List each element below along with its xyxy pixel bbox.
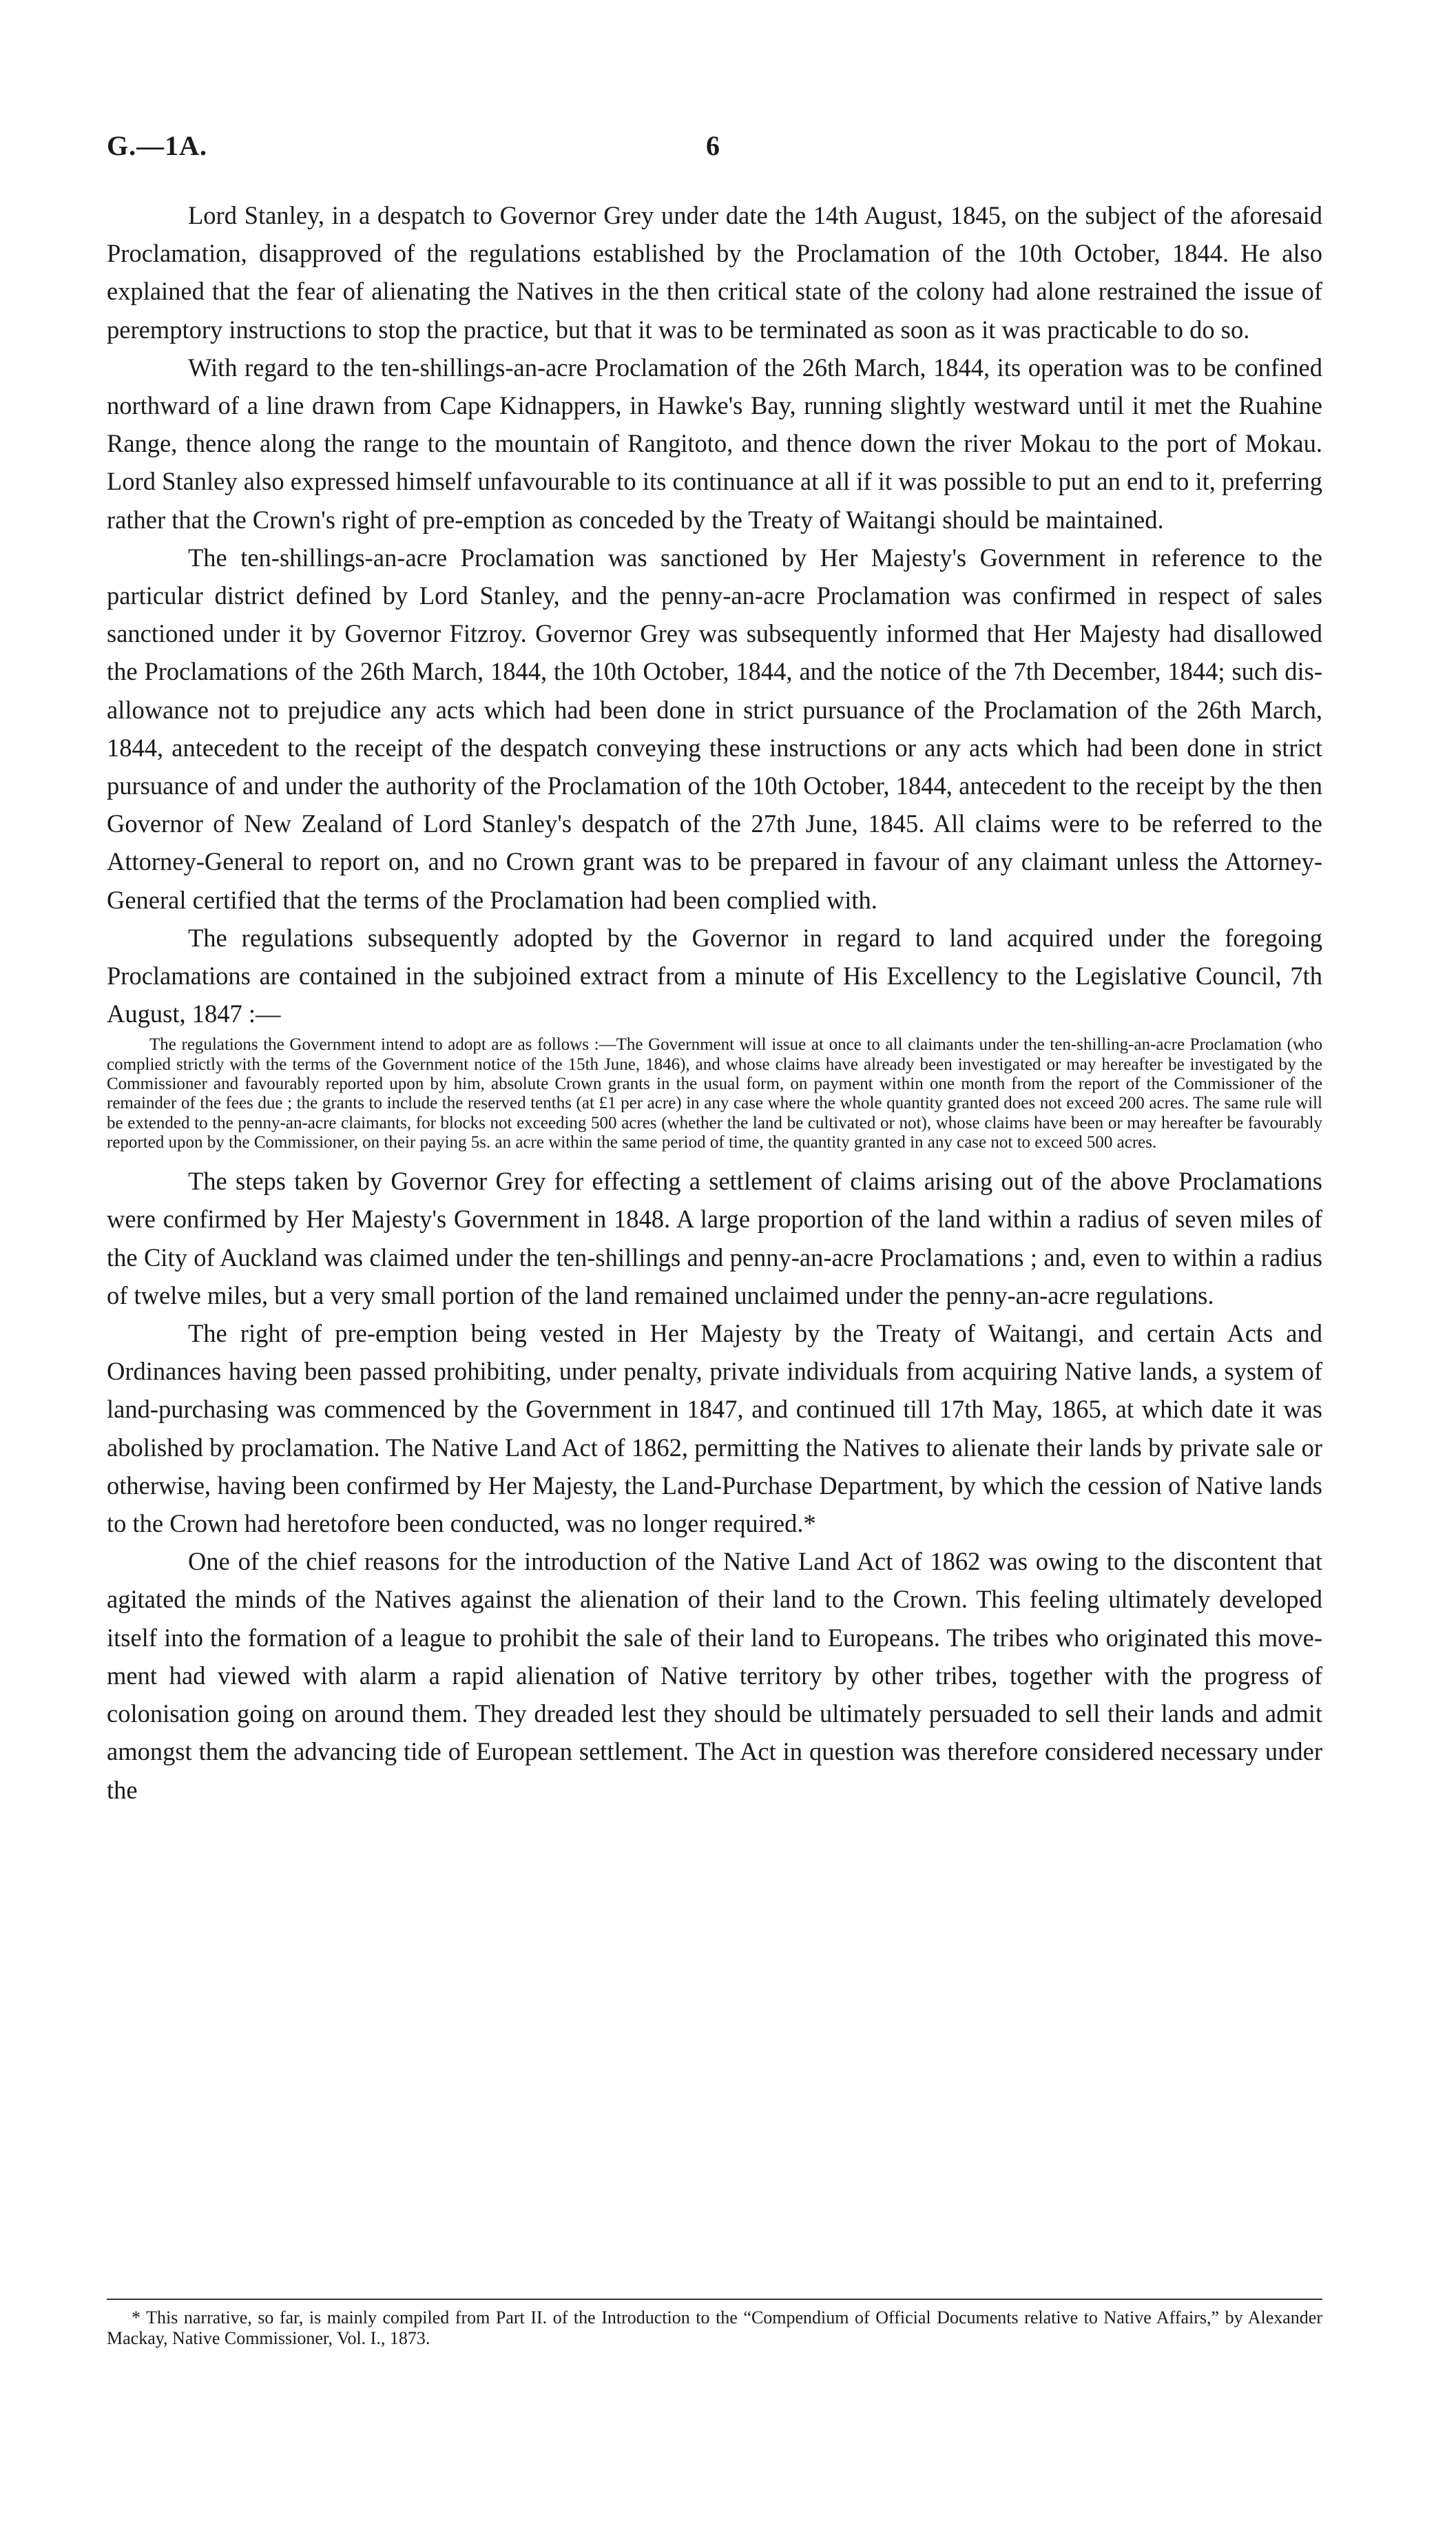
extract-minute-legislative-council: The regulations the Government intend to adopt are as follows :—The Government will issue at once to all claimants under the ten-shilling-an-acre Proclamation (who complied strictly with the terms of the Government notice of the 15th June, 1846), and whose claims have already been investigated or may hereafter be investigated by the Commissioner and favourably reported upon by him, absolute Crown grants in the usual form, on payment within one month from the report of the Commissioner of the remainder of the fees due ; the grants to include the reserved tenths (at £1 per acre) in any case where the whole quantity granted does not exceed 200 acres. The same rule will be extended to the penny-an-acre claimants, for blocks not exceeding 500 acres (whether the land be cultivated or not), whose claims have been or may hereafter be favourably reported upon by the Commissioner, on their paying 5s. an acre within the same period of time, the quantity granted in any case not to exceed 500 acres.: [107, 1035, 1322, 1152]
paragraph-governor-grey-steps: The steps taken by Governor Grey for effecting a settlement of claims arising out of the above Proclamations were confirmed by Her Majesty's Government in 1848. A large proportion of the land within a radius of seven miles of the City of Auckland was claimed under the ten-shillings and penny-an-acre Proclamations ; and, even to within a radius of twelve miles, but a very small portion of the land remained unclaimed under the penny-an-acre regulations.: [107, 1167, 1322, 1309]
paragraph-ten-shillings-proclamation: With regard to the ten-shillings-an-acre Proclamation of the 26th March, 1844, its operation was to be confined northward of a line drawn from Cape Kidnappers, in Hawke's Bay, running slightly westward until it met the Ruahine Range, thence along the range to the mountain of Rangitoto, and thence down the river Mokau to the port of Mokau. Lord Stanley also expressed himself unfavourable to its continuance at all if it was possible to put an end to it, preferring rather that the Crown's right of pre-emption as conceded by the Treaty of Waitangi should be maintained.: [107, 353, 1322, 534]
footnote-mark: *: [132, 2308, 141, 2327]
document-body: [107, 196, 1322, 1809]
document-reference: G.—1A.: [107, 130, 207, 161]
page-number: 6: [706, 130, 720, 161]
footnote-divider: [107, 2299, 1322, 2300]
paragraph-right-of-pre-emption: The right of pre-emption being vested in Her Majesty by the Treaty of Waitangi, and certain Acts and Ordinances having been passed prohibiting, under penalty, private individuals from acquiring Native lands, a system of land-purchasing was commenced by the Government in 1847, and continued till 17th May, 1865, at which date it was abolished by proclamation. The Native Land Act of 1862, permitting the Natives to alienate their lands by private sale or otherwise, having been confirmed by Her Majesty, the Land-Purchase Department, by which the cession of Native lands to the Crown had heretofore been conducted, was no longer required.*: [107, 1319, 1322, 1538]
paragraph-regulations-adopted: The regulations subsequently adopted by the Governor in regard to land acquired under the foregoing Proclamations are contained in the subjoined extract from a minute of His Excellency to the Legislative Council, 7th August, 1847 :—: [107, 923, 1322, 1028]
paragraph-stanley-despatch: Lord Stanley, in a despatch to Governor Grey under date the 14th August, 1845, on the subject of the aforesaid Proclamation, disapproved of the regulations established by the Proclamation of the 10th October, 1844. He also explained that the fear of alienating the Natives in the then critical state of the colony had alone restrained the issue of peremptory instructions to stop the practice, but that it was to be terminated as soon as it was practicable to do so.: [107, 201, 1322, 344]
footnote-text: This narrative, so far, is mainly compiled from Part II. of the Introduction to the “Compendium of Official Documents relative to Native Affairs,” by Alexander Mackay, Native Commissioner, Vol. I., 1873.: [107, 2308, 1323, 2348]
paragraph-native-land-act-reasons: One of the chief reasons for the introduction of the Native Land Act of 1862 was owing to the discontent that agitated the minds of the Natives against the alienation of their land to the Crown. This feeling ultimately developed itself into the formation of a league to prohibit the sale of their land to Europeans. The tribes who originated this movement had viewed with alarm a rapid alienation of Native territory by other tribes, together with the progress of colonisation going on around them. They dreaded lest they should be ultimately persuaded to sell their lands and admit amongst them the advancing tide of European settlement. The Act in question was therefore considered necessary under the: [107, 1547, 1322, 1804]
paragraph-sanctioned-proclamation: The ten-shillings-an-acre Proclamation was sanctioned by Her Majesty's Government in reference to the particular district defined by Lord Stanley, and the penny-an-acre Proclamation was confirmed in respect of sales sanctioned under it by Governor Fitzroy. Governor Grey was subsequently informed that Her Majesty had disallowed the Proclamations of the 26th March, 1844, the 10th October, 1844, and the notice of the 7th December, 1844; such disallowance not to prejudice any acts which had been done in strict pursuance of the Proclamation of the 26th March, 1844, antecedent to the receipt of the despatch conveying these instructions or any acts which had been done in strict pursuance of and under the authority of the Proclamation of the 10th October, 1844, antecedent to the receipt by the then Governor of New Zealand of Lord Stanley's despatch of the 27th June, 1845. All claims were to be referred to the Attorney-General to report on, and no Crown grant was to be prepared in favour of any claimant unless the Attorney-General certified that the terms of the Proclamation had been complied with.: [107, 543, 1322, 914]
document-page: [107, 0, 1322, 2530]
footnote: [107, 2308, 1322, 2349]
page-header: [107, 129, 1322, 171]
